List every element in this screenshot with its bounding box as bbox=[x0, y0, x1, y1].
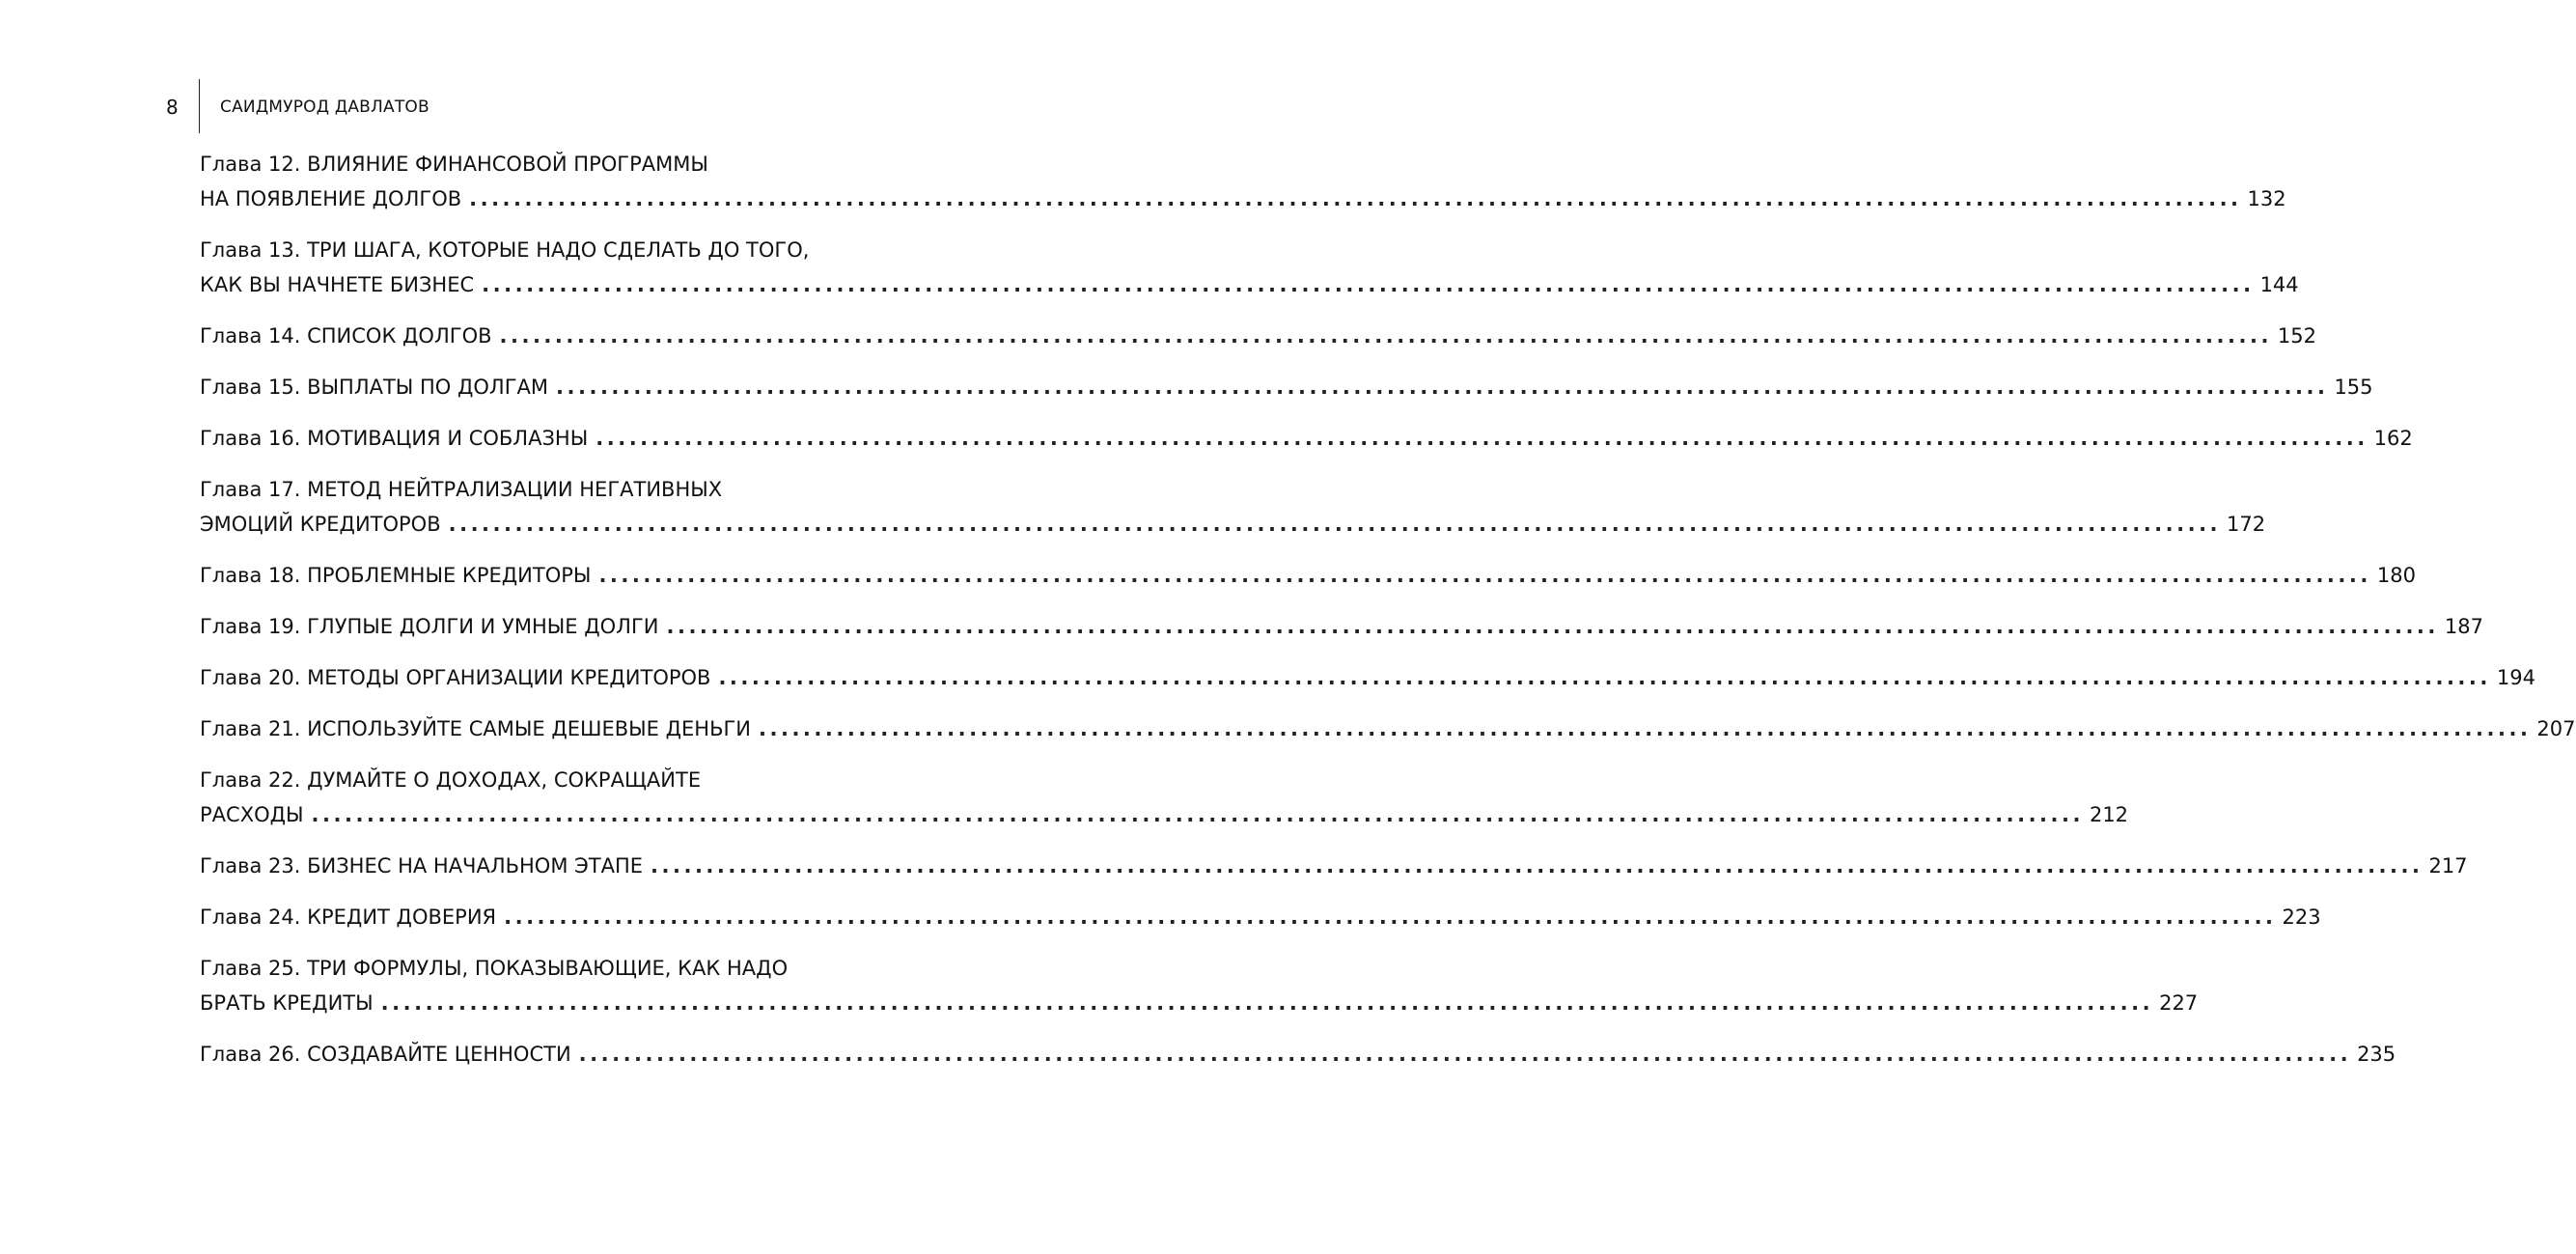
toc-page-number: 152 bbox=[2277, 324, 2317, 348]
toc-entry bbox=[200, 900, 2321, 934]
toc-entry bbox=[200, 370, 2373, 404]
toc-entry-last-line bbox=[200, 986, 2199, 1020]
toc-entry-title: Глава 22. ДУМАЙТЕ О ДОХОДАХ, СОКРАЩАЙТЕ bbox=[200, 768, 702, 792]
toc-entry-title: Глава 23. БИЗНЕС НА НАЧАЛЬНОМ ЭТАПЕ bbox=[200, 854, 644, 878]
toc-entry-last-line bbox=[200, 421, 2413, 456]
toc-entry-last-line bbox=[200, 267, 2299, 302]
toc-entry-last-line bbox=[200, 900, 2321, 934]
toc-entry-title: РАСХОДЫ bbox=[200, 803, 304, 826]
toc-dot-leader: ................................................................................................................................................................ bbox=[596, 427, 2368, 450]
toc-entry bbox=[200, 711, 2576, 746]
toc-entry-title: Глава 19. ГЛУПЫЕ ДОЛГИ И УМНЫЕ ДОЛГИ bbox=[200, 615, 659, 638]
toc-page-number: 180 bbox=[2376, 564, 2416, 587]
toc-entry-title: Глава 17. МЕТОД НЕЙТРАЛИЗАЦИИ НЕГАТИВНЫХ bbox=[200, 478, 723, 501]
toc-entry-last-line bbox=[200, 507, 2266, 542]
toc-page-number: 217 bbox=[2428, 854, 2468, 878]
toc-entry-title: ЭМОЦИЙ КРЕДИТОРОВ bbox=[200, 513, 441, 536]
toc-entry-title: Глава 16. МОТИВАЦИЯ И СОБЛАЗНЫ bbox=[200, 427, 589, 450]
toc-page-number: 172 bbox=[2227, 513, 2266, 536]
toc-dot-leader: ................................................................................................................................................................ bbox=[718, 666, 2491, 689]
toc-dot-leader: ................................................................................................................................................................ bbox=[651, 854, 2424, 878]
toc-dot-leader: ................................................................................................................................................................ bbox=[448, 513, 2222, 536]
toc-dot-leader: ................................................................................................................................................................ bbox=[666, 615, 2439, 638]
toc-entry bbox=[200, 558, 2416, 593]
header-divider bbox=[199, 79, 200, 133]
toc-entry-last-line bbox=[200, 1037, 2396, 1072]
toc-entry-last-line bbox=[200, 711, 2576, 746]
toc-entry-title: Глава 13. ТРИ ШАГА, КОТОРЫЕ НАДО СДЕЛАТЬ ДО ТОГО, bbox=[200, 238, 810, 262]
toc-entry-last-line bbox=[200, 319, 2317, 353]
toc-entry-title: Глава 25. ТРИ ФОРМУЛЫ, ПОКАЗЫВАЮЩИЕ, КАК НАДО bbox=[200, 957, 789, 980]
toc-entry-line bbox=[200, 472, 827, 507]
toc-page-number: 132 bbox=[2247, 187, 2286, 210]
toc-dot-leader: ................................................................................................................................................................ bbox=[469, 187, 2242, 210]
toc-entry bbox=[200, 472, 2266, 542]
toc-entry bbox=[200, 609, 2483, 644]
toc-entry-last-line bbox=[200, 797, 2129, 832]
toc-entry bbox=[200, 763, 2129, 832]
table-of-contents bbox=[200, 147, 2576, 1088]
toc-dot-leader: ................................................................................................................................................................ bbox=[556, 376, 2329, 399]
running-head-author: САИДМУРОД ДАВЛАТОВ bbox=[220, 98, 429, 117]
toc-entry-title: Глава 12. ВЛИЯНИЕ ФИНАНСОВОЙ ПРОГРАММЫ bbox=[200, 153, 708, 176]
toc-entry-line bbox=[200, 233, 827, 267]
toc-dot-leader: ................................................................................................................................................................ bbox=[598, 564, 2371, 587]
toc-entry bbox=[200, 421, 2413, 456]
toc-entry bbox=[200, 319, 2317, 353]
toc-entry-last-line bbox=[200, 181, 2286, 216]
toc-entry bbox=[200, 147, 2286, 216]
toc-dot-leader: ................................................................................................................................................................ bbox=[380, 991, 2154, 1015]
toc-dot-leader: ................................................................................................................................................................ bbox=[759, 717, 2532, 740]
toc-entry-last-line bbox=[200, 370, 2373, 404]
toc-entry-title: НА ПОЯВЛЕНИЕ ДОЛГОВ bbox=[200, 187, 462, 210]
toc-page-number: 187 bbox=[2444, 615, 2483, 638]
toc-entry bbox=[200, 951, 2199, 1020]
toc-page-number: 144 bbox=[2259, 273, 2299, 296]
toc-entry-last-line bbox=[200, 849, 2468, 883]
toc-entry-title: Глава 24. КРЕДИТ ДОВЕРИЯ bbox=[200, 906, 497, 929]
toc-dot-leader: ................................................................................................................................................................ bbox=[482, 273, 2255, 296]
toc-entry-last-line bbox=[200, 660, 2535, 695]
toc-page-number: 194 bbox=[2496, 666, 2535, 689]
toc-dot-leader: ................................................................................................................................................................ bbox=[504, 906, 2277, 929]
toc-entry bbox=[200, 660, 2535, 695]
toc-dot-leader: ................................................................................................................................................................ bbox=[499, 324, 2272, 348]
toc-entry bbox=[200, 849, 2468, 883]
toc-entry-last-line bbox=[200, 609, 2483, 644]
toc-page-number: 155 bbox=[2334, 376, 2373, 399]
toc-entry-title: КАК ВЫ НАЧНЕТЕ БИЗНЕС bbox=[200, 273, 475, 296]
toc-entry-title: Глава 15. ВЫПЛАТЫ ПО ДОЛГАМ bbox=[200, 376, 549, 399]
page-header bbox=[0, 79, 952, 133]
toc-entry bbox=[200, 233, 2299, 302]
toc-page-number: 227 bbox=[2159, 991, 2199, 1015]
toc-entry-title: Глава 14. СПИСОК ДОЛГОВ bbox=[200, 324, 492, 348]
toc-entry-title: Глава 20. МЕТОДЫ ОРГАНИЗАЦИИ КРЕДИТОРОВ bbox=[200, 666, 711, 689]
toc-entry-line bbox=[200, 147, 827, 181]
toc-dot-leader: ................................................................................................................................................................ bbox=[578, 1043, 2352, 1066]
toc-entry bbox=[200, 1037, 2396, 1072]
toc-page-number: 223 bbox=[2282, 906, 2321, 929]
toc-page-number: 235 bbox=[2357, 1043, 2396, 1066]
toc-page-number: 207 bbox=[2536, 717, 2576, 740]
toc-page-number: 212 bbox=[2089, 803, 2129, 826]
toc-entry-title: Глава 18. ПРОБЛЕМНЫЕ КРЕДИТОРЫ bbox=[200, 564, 592, 587]
toc-entry-line bbox=[200, 763, 827, 797]
toc-entry-last-line bbox=[200, 558, 2416, 593]
toc-dot-leader: ................................................................................................................................................................ bbox=[311, 803, 2084, 826]
toc-entry-title: БРАТЬ КРЕДИТЫ bbox=[200, 991, 374, 1015]
toc-entry-line bbox=[200, 951, 827, 986]
toc-entry-title: Глава 26. СОЗДАВАЙТЕ ЦЕННОСТИ bbox=[200, 1043, 571, 1066]
toc-page-number: 162 bbox=[2373, 427, 2413, 450]
page-number: 8 bbox=[166, 96, 179, 119]
toc-entry-title: Глава 21. ИСПОЛЬЗУЙТЕ САМЫЕ ДЕШЕВЫЕ ДЕНЬГИ bbox=[200, 717, 752, 740]
